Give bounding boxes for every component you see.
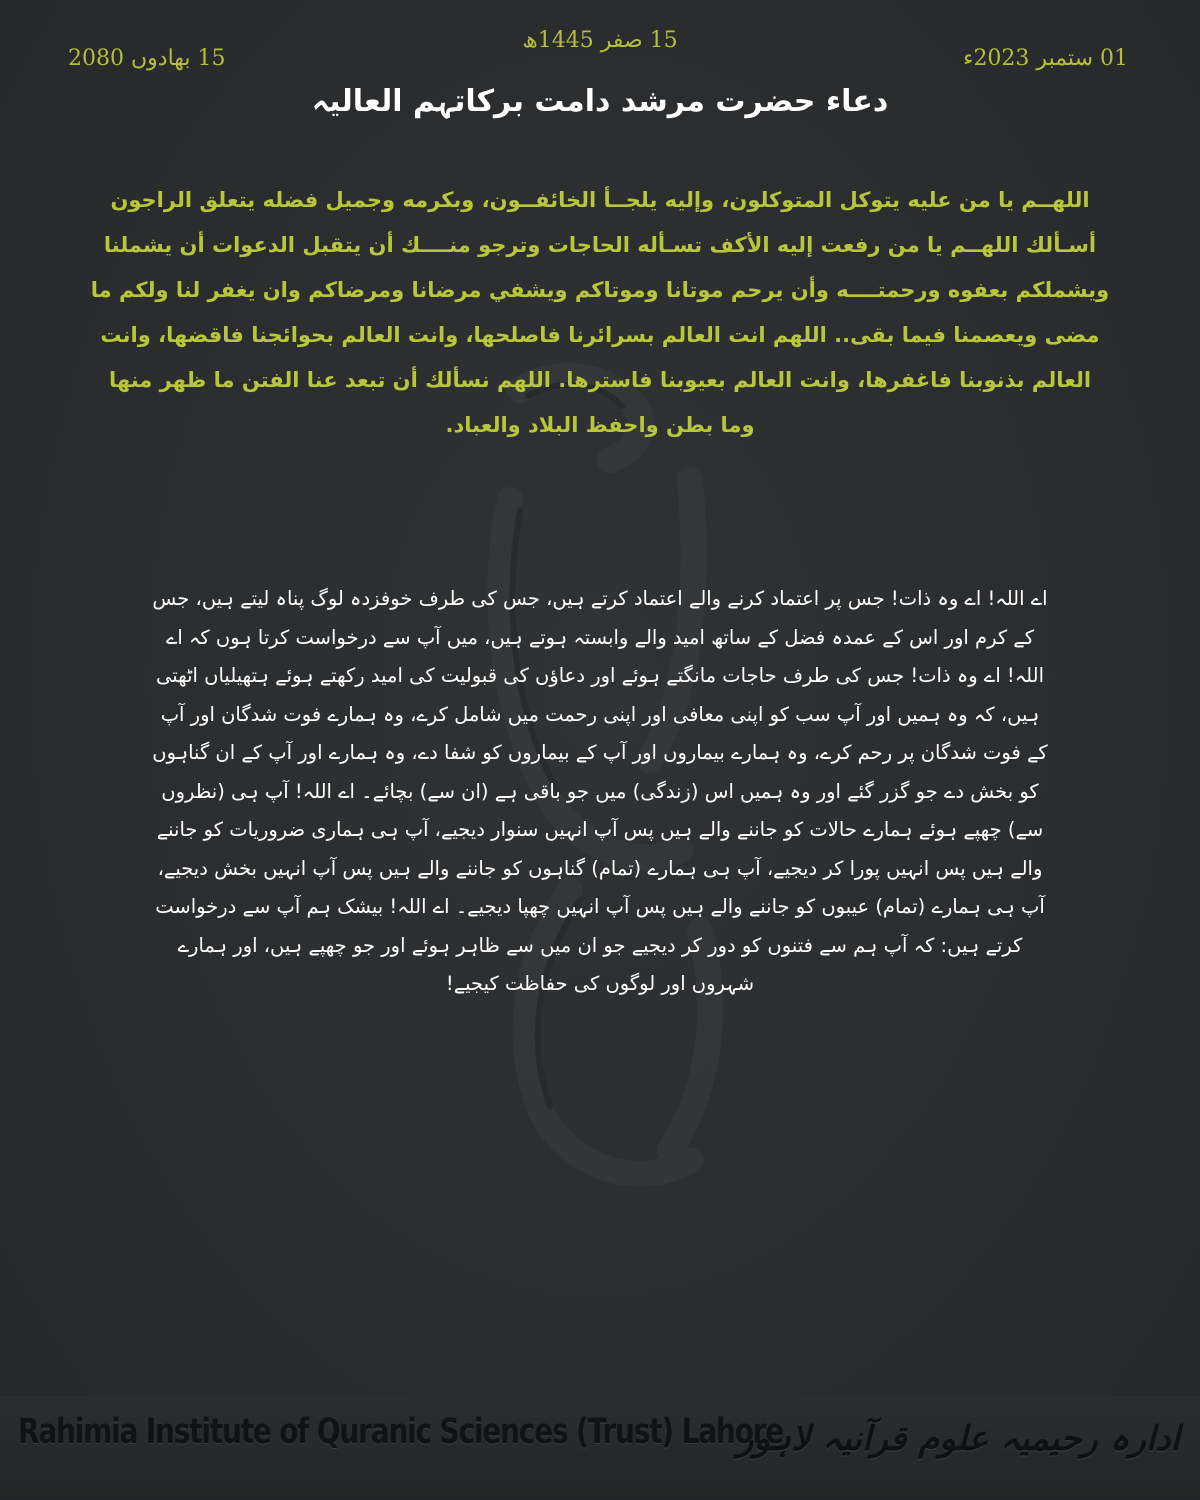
urdu-translation-text: اے اللہ! اے وہ ذات! جس پر اعتماد کرنے والے اعتماد کرتے ہیں، جس کی طرف خوفزدہ لوگ پناہ لیتے ہیں، جس کے کرم اور اس کے عمدہ فضل کے ساتھ امید والے وابستہ ہوتے ہیں، میں آپ سے درخواست کرتا ہوں کہ اے اللہ! اے وہ ذات! جس کی طرف حاجات مانگتے ہوئے اور دعاؤں کی قبولیت کی امید رکھتے ہوئے ہتھیلیاں اٹھتی ہیں، کہ وہ ہمیں اور آپ سب کو اپنی معافی اور اپنی رحمت میں شامل کرے، وہ ہمارے فوت شدگان اور آپ کے فوت شدگان پر رحم کرے، وہ ہمارے بیماروں اور آپ کے بیماروں کو شفا دے، وہ ہمارے اور آپ کے ان گناہوں کو بخش دے جو گزر گئے اور وہ ہمیں اس (زندگی) میں جو باقی ہے (ان سے) بچائے۔ اے اللہ! آپ ہی (نظروں سے) چھپے ہوئے ہمارے حالات کو جاننے والے ہیں پس آپ انہیں سنوار دیجیے، آپ ہی ہماری ضروریات کو جاننے والے ہیں پس انہیں پورا کر دیجیے، آپ ہی ہمارے (تمام) گناہوں کو جاننے والے ہیں پس آپ انہیں بخش دیجیے، آپ ہی ہمارے (تمام) عیبوں کو جاننے والے ہیں پس آپ انہیں چھپا دیجیے۔ اے اللہ! بیشک ہم آپ سے درخواست کرتے ہیں: کہ آپ ہم سے فتنوں کو دور کر دیجیے جو ان میں سے ظاہر ہوئے اور جو چھپے ہیں، اور ہمارے شہروں اور لوگوں کی حفاظت کیجیے! bbox=[152, 587, 1048, 995]
bikrami-date: 15 بھادوں 2080 bbox=[68, 46, 226, 71]
page-title: دعاء حضرت مرشد دامت برکاتہم العالیہ bbox=[311, 84, 889, 119]
hijri-date: 15 صفر 1445ھ bbox=[522, 28, 678, 53]
gregorian-date: 01 ستمبر 2023ء bbox=[963, 46, 1128, 71]
institute-calligraphy-logo: ادارہ رحیمیہ علوم قرآنیہ لاہور bbox=[737, 1419, 1180, 1459]
arabic-prayer-text: اللھــم يا من عليه يتوكل المتوكلون، وإليه يلجــأ الخائفــون، وبكرمه وجميل فضله يتعلق الراجون أسـألك اللهــم يا من رفعت إليه الأكف تسـأله الحاجات وترجو منــــك أن يتقبل الدعوات أن يشملنا ويشملكم بعفوه ورحمتــــه وأن يرحم موتانا وموتاكم ويشفي مرضانا ومرضاكم وان يغفر لنا ولكم ما مضى ويعصمنا فيما بقى.. اللهم انت العالم بسرائرنا فاصلحها، وانت العالم بحوائجنا فاقضها، وانت العالم بذنوبنا فاغفرها، وانت العالم بعيوبنا فاسترها. اللهم نسألك أن تبعد عنا الفتن ما ظهر منها وما بطن واحفظ البلاد والعباد. bbox=[90, 188, 1110, 437]
institute-name-english: Rahimia Institute of Quranic Sciences (Trust) Lahore bbox=[18, 1412, 784, 1452]
